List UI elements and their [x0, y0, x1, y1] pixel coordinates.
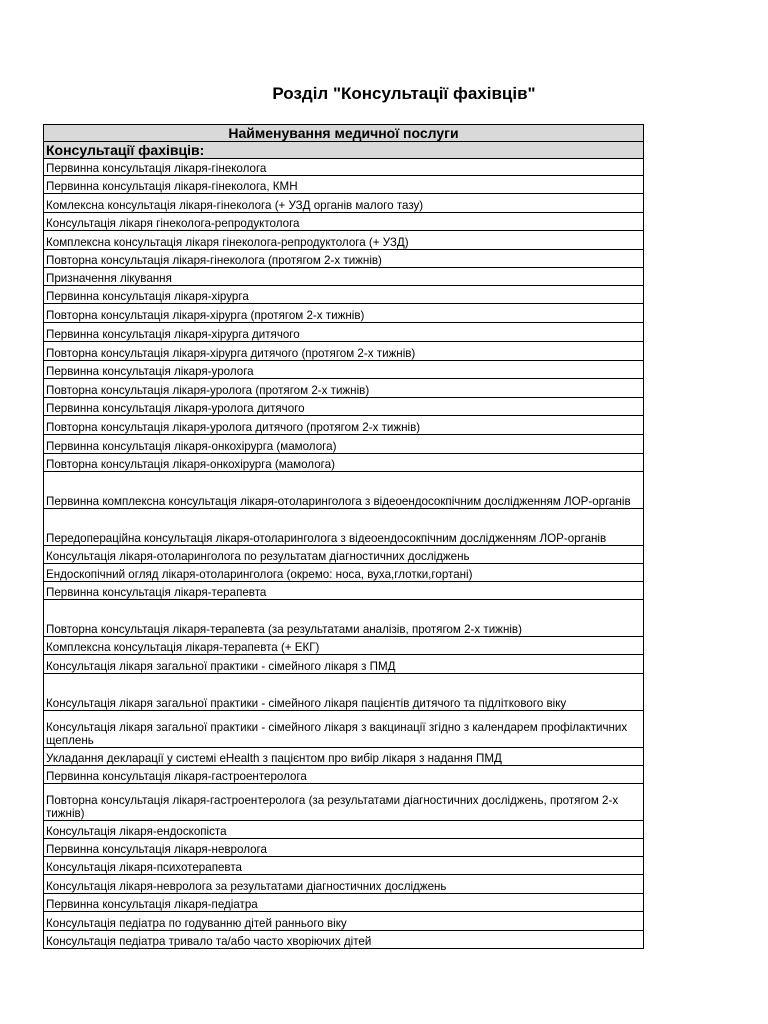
- table-row: [44, 509, 644, 546]
- service-name-cell: Повторна консультація лікаря-онкохірурга (мамолога): [44, 454, 644, 472]
- service-name-cell: Консультація лікаря загальної практики - сімейного лікаря з ПМД: [44, 655, 644, 674]
- table-row: [44, 194, 644, 213]
- service-name-cell: Консультація лікаря-психотерапевта: [44, 857, 644, 875]
- table-row: [44, 857, 644, 875]
- table-row: [44, 342, 644, 361]
- service-name-cell: Повторна консультація лікаря-гастроентеролога (за результатами діагностичних досліджень, протягом 2-х тижнів): [44, 784, 644, 821]
- table-row: [44, 250, 644, 268]
- table-row: [44, 766, 644, 784]
- table-header-row: [44, 125, 644, 142]
- services-table-body: [44, 125, 644, 949]
- service-name-cell: Первинна комплексна консультація лікаря-отоларинголога з відеоендосокпічним дослідженням ЛОР-органів: [44, 472, 644, 509]
- table-row: [44, 361, 644, 379]
- table-row: [44, 748, 644, 766]
- service-name-cell: Первинна консультація лікаря-терапевта: [44, 582, 644, 600]
- service-name-cell: Консультація лікаря-ендоскопіста: [44, 821, 644, 839]
- service-name-cell: Повторна консультація лікаря-уролога дитячого (протягом 2-х тижнів): [44, 416, 644, 435]
- services-table: [43, 124, 644, 949]
- service-name-cell: Первинна консультація лікаря-педіатра: [44, 894, 644, 912]
- table-row: [44, 268, 644, 286]
- table-row: [44, 674, 644, 711]
- service-name-cell: Первинна консультація лікаря-уролога: [44, 361, 644, 379]
- service-name-cell: Первинна консультація лікаря-гінеколога, КМН: [44, 176, 644, 194]
- table-row: [44, 416, 644, 435]
- service-name-cell: Комплексна консультація лікаря гінеколога-репродуктолога (+ УЗД): [44, 231, 644, 250]
- service-name-cell: Консультація лікаря-отоларинголога по результатам діагностичних досліджень: [44, 546, 644, 564]
- page-title: Розділ "Консультації фахівців": [272, 84, 536, 103]
- service-name-cell: Повторна консультація лікаря-хірурга (протягом 2-х тижнів): [44, 304, 644, 323]
- table-row: [44, 546, 644, 564]
- service-name-cell: Укладання декларації у системі eHealth з пацієнтом про вибір лікаря з надання ПМД: [44, 748, 644, 766]
- service-name-cell: Консультація лікаря гінеколога-репродуктолога: [44, 213, 644, 231]
- service-name-cell: Повторна консультація лікаря-уролога (протягом 2-х тижнів): [44, 379, 644, 398]
- service-name-cell: Первинна консультація лікаря-гастроентеролога: [44, 766, 644, 784]
- table-row: [44, 398, 644, 416]
- service-name-cell: Передопераційна консультація лікаря-отоларинголога з відеоендосокпічним дослідженням ЛОР-органів: [44, 509, 644, 546]
- table-row: [44, 323, 644, 342]
- service-name-cell: Повторна консультація лікаря-терапевта (за результатами аналізів, протягом 2-х тижнів): [44, 600, 644, 637]
- table-row: [44, 379, 644, 398]
- table-section-cell: Консультації фахівців:: [44, 142, 644, 159]
- service-name-cell: Первинна консультація лікаря-хірурга: [44, 286, 644, 304]
- table-row: [44, 176, 644, 194]
- service-name-cell: Первинна консультація лікаря-хірурга дитячого: [44, 323, 644, 342]
- table-row: [44, 286, 644, 304]
- service-name-cell: Первинна консультація лікаря-онкохірурга (мамолога): [44, 435, 644, 454]
- table-row: [44, 213, 644, 231]
- table-row: [44, 564, 644, 582]
- service-name-cell: Консультація лікаря загальної практики - сімейного лікаря пацієнтів дитячого та підліткового віку: [44, 674, 644, 711]
- service-name-cell: Комплексна консультація лікаря-терапевта (+ ЕКГ): [44, 637, 644, 655]
- table-row: [44, 159, 644, 176]
- table-row: [44, 454, 644, 472]
- table-row: [44, 231, 644, 250]
- service-name-cell: Консультація лікаря-невролога за результатами діагностичних досліджень: [44, 875, 644, 894]
- service-name-cell: Комлексна консультація лікаря-гінеколога (+ УЗД органів малого тазу): [44, 194, 644, 213]
- table-row: [44, 894, 644, 912]
- table-row: [44, 655, 644, 674]
- table-row: [44, 784, 644, 821]
- service-name-cell: Первинна консультація лікаря-уролога дитячого: [44, 398, 644, 416]
- service-name-cell: Консультація педіатра по годуванню дітей раннього віку: [44, 912, 644, 931]
- service-name-cell: Призначення лікування: [44, 268, 644, 286]
- table-row: [44, 435, 644, 454]
- table-row: [44, 711, 644, 748]
- service-name-cell: Повторна консультація лікаря-хірурга дитячого (протягом 2-х тижнів): [44, 342, 644, 361]
- table-row: [44, 912, 644, 931]
- table-row: [44, 600, 644, 637]
- table-row: [44, 637, 644, 655]
- service-name-cell: Консультація лікаря загальної практики - сімейного лікаря з вакцинації згідно з календарем профілактичних щеплень: [44, 711, 644, 748]
- service-name-cell: Ендоскопічний огляд лікаря-отоларинголога (окремо: носа, вуха,глотки,гортані): [44, 564, 644, 582]
- service-name-cell: Консультація педіатра тривало та/або часто хворіючих дітей: [44, 931, 644, 949]
- table-row: [44, 839, 644, 857]
- service-name-cell: Повторна консультація лікаря-гінеколога (протягом 2-х тижнів): [44, 250, 644, 268]
- table-row: [44, 931, 644, 949]
- table-row: [44, 821, 644, 839]
- service-name-cell: Первинна консультація лікаря-невролога: [44, 839, 644, 857]
- table-row: [44, 582, 644, 600]
- table-header-cell: Найменування медичної послуги: [44, 125, 644, 142]
- table-row: [44, 472, 644, 509]
- table-section-row: [44, 142, 644, 159]
- table-row: [44, 304, 644, 323]
- service-name-cell: Первинна консультація лікаря-гінеколога: [44, 159, 644, 176]
- table-row: [44, 875, 644, 894]
